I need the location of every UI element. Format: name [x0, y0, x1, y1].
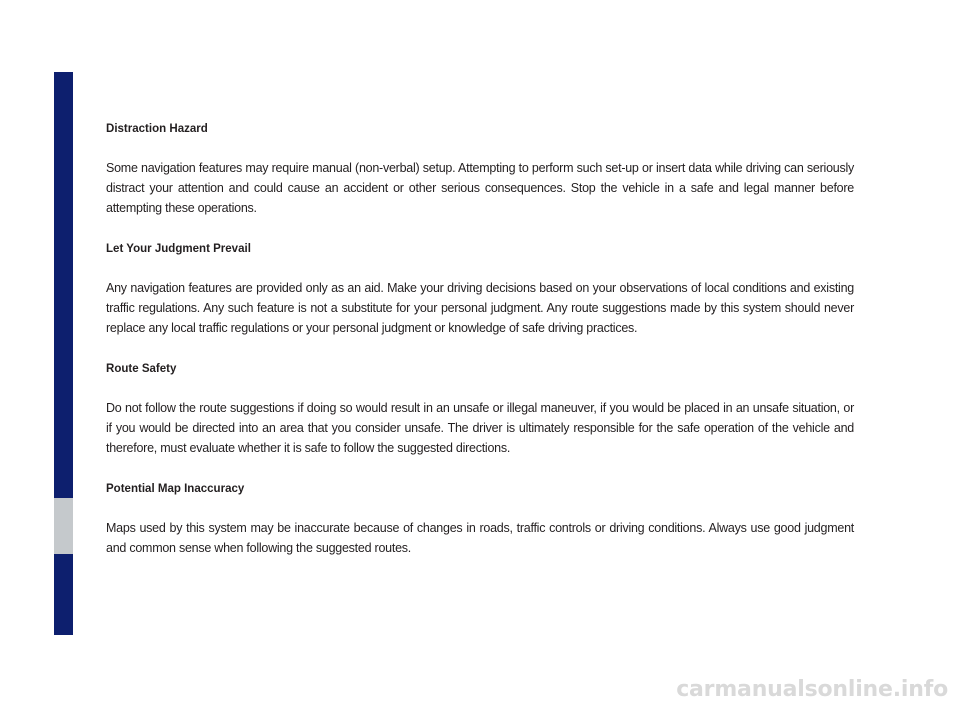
- document-content: [106, 118, 854, 578]
- section-potential-map-inaccuracy: [106, 478, 854, 558]
- watermark: carmanualsonline.info: [676, 677, 948, 702]
- section-body: Do not follow the route suggestions if doing so would result in an unsafe or illegal maneuver, if you would be placed in an unsafe situation, or if you would be directed into an area that you consider unsafe. The driver is ultimately responsible for the safe operation of the vehicle and therefore, must evaluate whether it is safe to follow the suggested directions.: [106, 401, 854, 455]
- side-bar-tab: [54, 498, 73, 554]
- section-heading: Route Safety: [106, 361, 177, 375]
- section-route-safety: [106, 358, 854, 458]
- section-heading: Let Your Judgment Prevail: [106, 241, 251, 255]
- section-heading: Distraction Hazard: [106, 121, 208, 135]
- section-body: Any navigation features are provided only as an aid. Make your driving decisions based on your observations of local conditions and existing traffic regulations. Any such feature is not a substitute for your personal judgment. Any route suggestions made by this system should never replace any local traffic regulations or your personal judgment or knowledge of safe driving practices.: [106, 281, 854, 335]
- section-distraction-hazard: [106, 118, 854, 218]
- section-body: Maps used by this system may be inaccurate because of changes in roads, traffic controls or driving conditions. Always use good judgment and common sense when following the suggested routes.: [106, 521, 854, 555]
- section-body: Some navigation features may require manual (non-verbal) setup. Attempting to perform such set-up or insert data while driving can seriously distract your attention and could cause an accident or other serious consequences. Stop the vehicle in a safe and legal manner before attempting these operations.: [106, 161, 854, 215]
- section-let-your-judgment-prevail: [106, 238, 854, 338]
- section-heading: Potential Map Inaccuracy: [106, 481, 245, 495]
